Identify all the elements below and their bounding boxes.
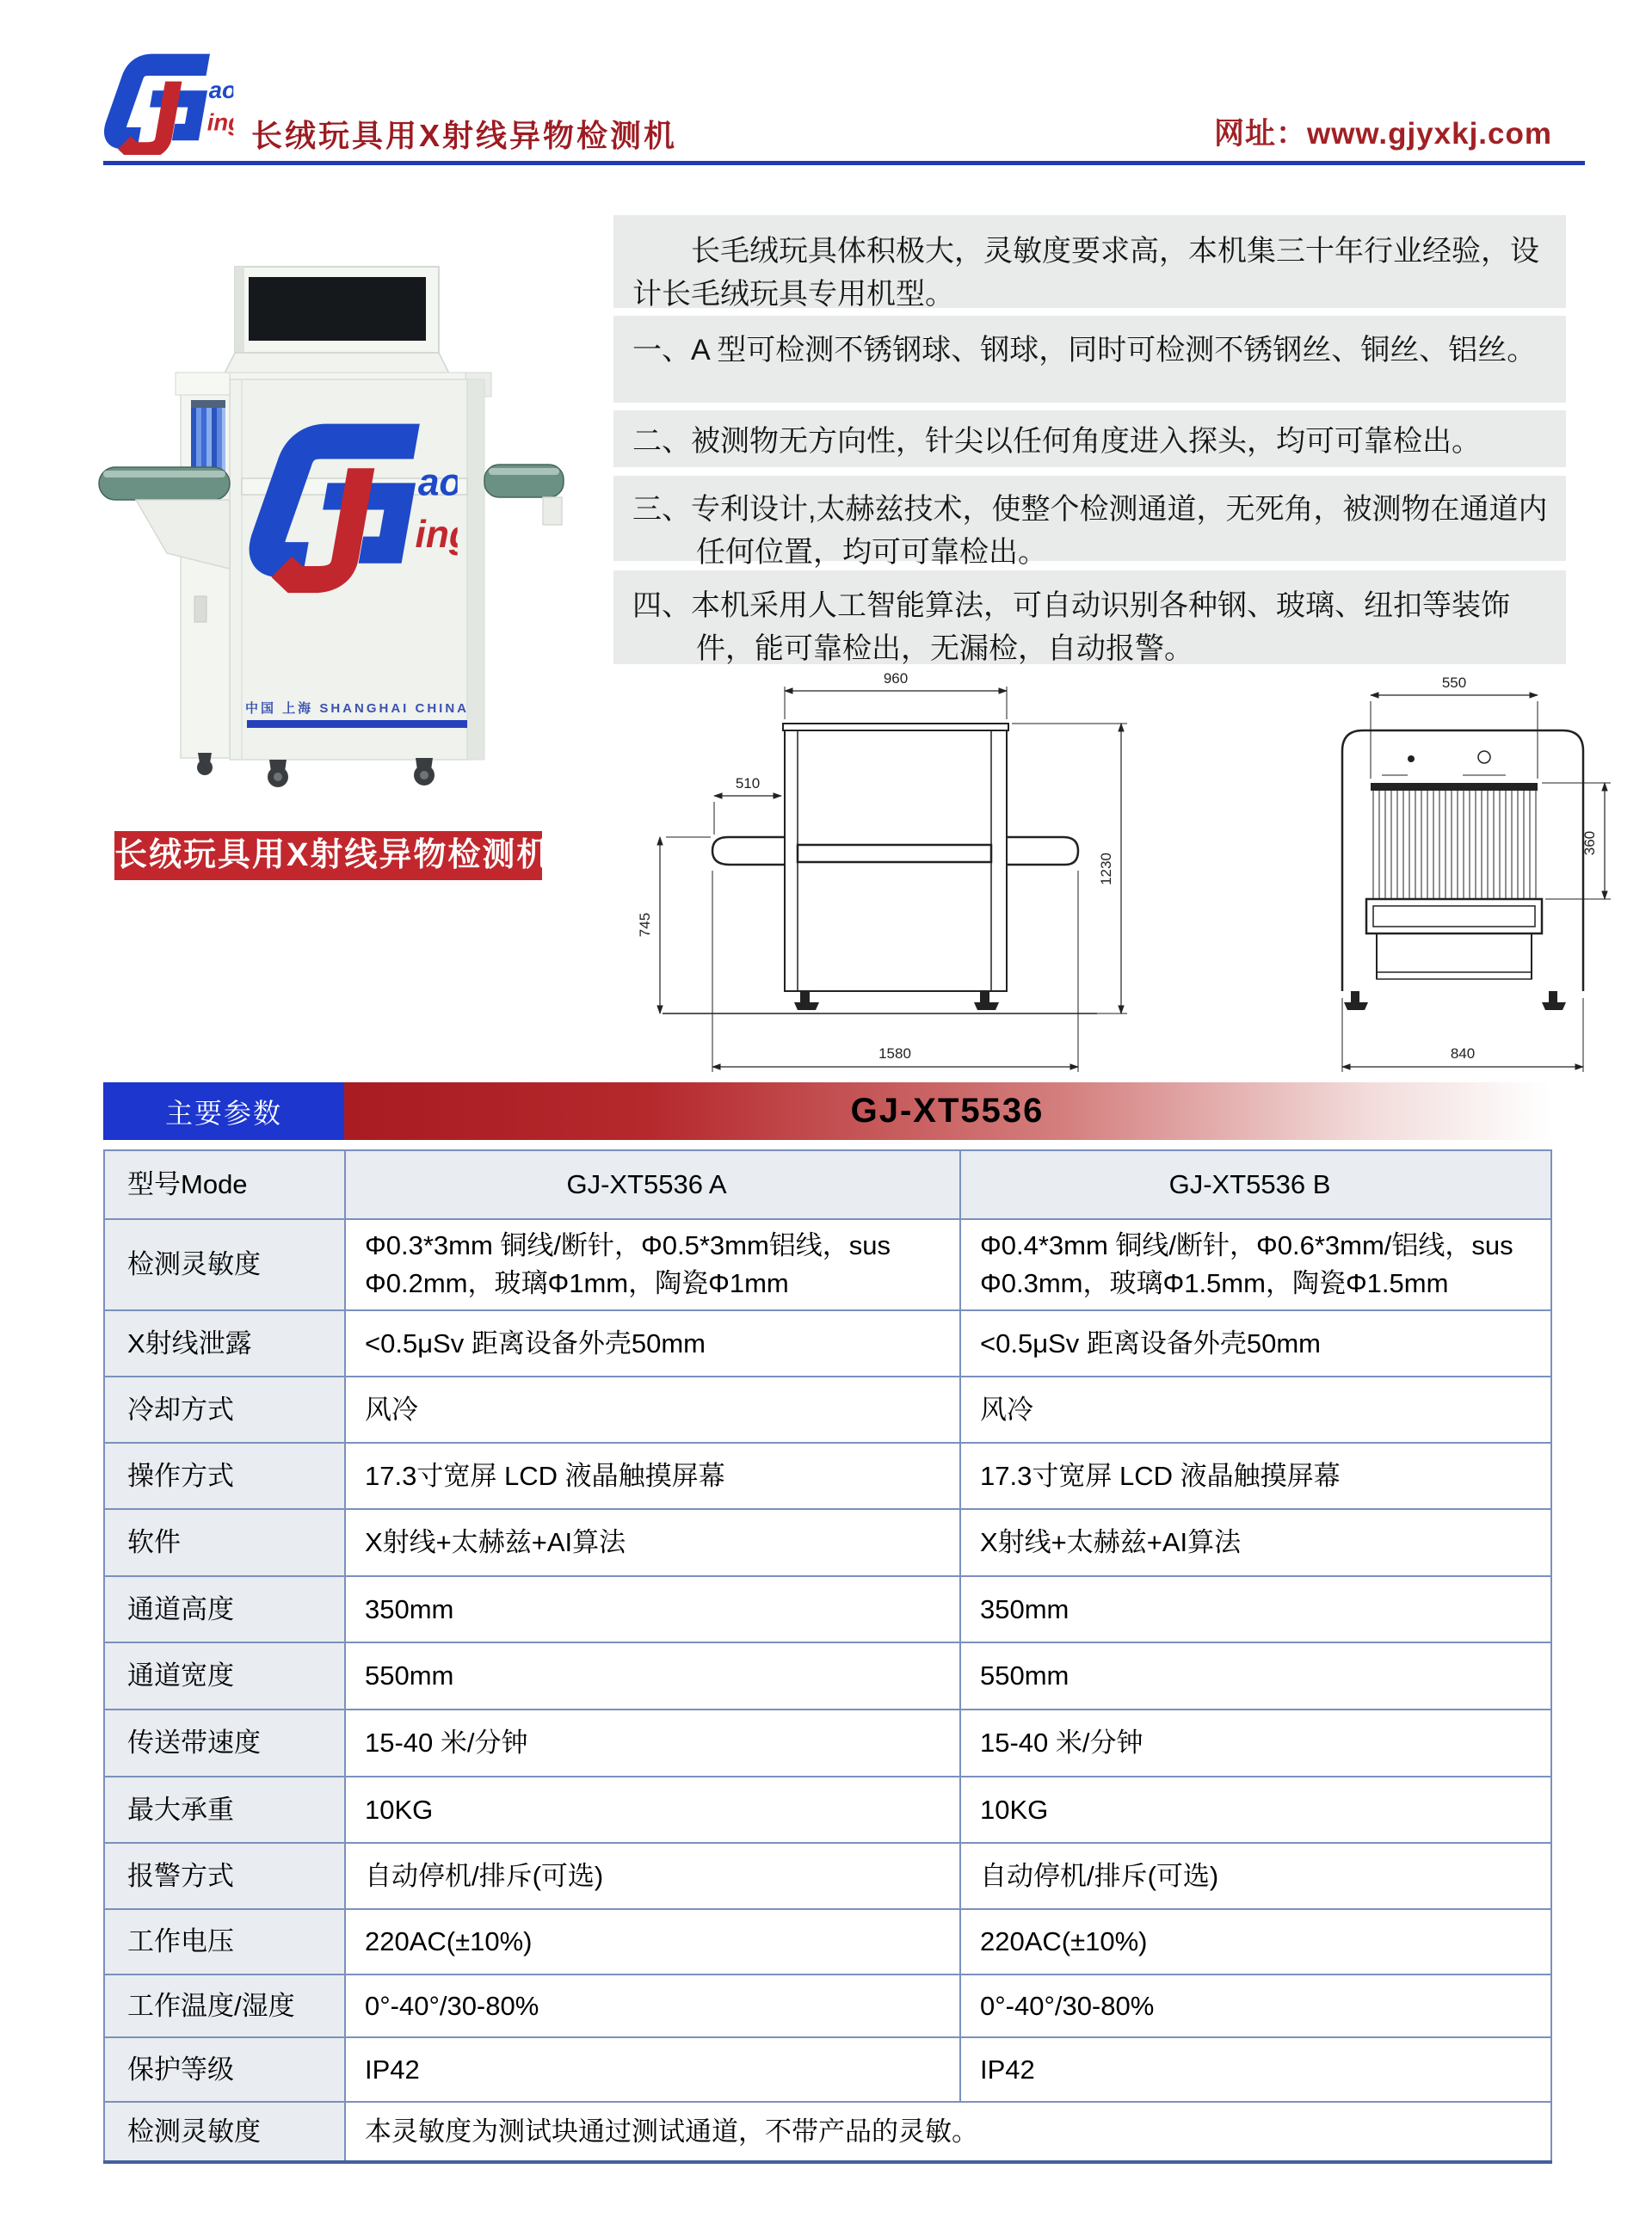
row-label: 最大承重 [104,1777,345,1843]
row-label: 传送带速度 [104,1710,345,1777]
table-row [104,1219,1551,1310]
cell-b: 550mm [960,1642,1551,1710]
dim-front-bottom-width: 1580 [878,1045,911,1062]
row-label: 工作电压 [104,1909,345,1974]
cell-a: GJ-XT5536 A [345,1150,960,1219]
table-row [104,1710,1551,1777]
company-logo-icon [100,50,236,155]
dim-front-top-width: 960 [883,670,909,687]
dim-side-top-width: 550 [1441,675,1467,691]
row-label: 通道宽度 [104,1642,345,1710]
cell-a: 350mm [345,1576,960,1642]
model-title: GJ-XT5536 [344,1082,1550,1140]
row-label: X射线泄露 [104,1310,345,1377]
cell-b: 15-40 米/分钟 [960,1710,1551,1777]
cell-note: 本灵敏度为测试块通过测试通道，不带产品的灵敏。 [345,2102,1551,2162]
conveyor-right [484,465,564,525]
spec-table [103,1149,1552,2164]
side-view [1342,695,1611,1072]
cell-a: IP42 [345,2037,960,2102]
table-row [104,1974,1551,2037]
cell-a: 0°-40°/30-80% [345,1974,960,2037]
row-label: 报警方式 [104,1843,345,1909]
feature-point-3: 三、专利设计,太赫兹技术，使整个检测通道，无死角，被测物在通道内任何位置，均可可靠检出。 [613,476,1566,561]
dim-side-tunnel-height: 360 [1581,830,1598,856]
row-label: 冷却方式 [104,1377,345,1443]
front-view [660,687,1127,1072]
cell-b: IP42 [960,2037,1551,2102]
machine-caption-badge: 长绒玩具用X射线异物检测机 [114,831,542,880]
cell-b: 350mm [960,1576,1551,1642]
dimension-drawings [637,662,1635,1084]
parameters-header-bar [103,1082,1550,1140]
dim-side-bottom-width: 840 [1450,1045,1476,1062]
dim-front-total-height: 1230 [1098,853,1114,885]
base-stripe [247,720,467,728]
page-title: 长绒玩具用X射线异物检测机 [251,118,678,153]
row-label: 型号Mode [104,1150,345,1219]
monitor [235,267,439,353]
row-label: 通道高度 [104,1576,345,1642]
cell-b: X射线+太赫兹+AI算法 [960,1509,1551,1576]
header-divider [103,161,1585,165]
cell-a: 550mm [345,1642,960,1710]
cell-a: 10KG [345,1777,960,1843]
table-row [104,1509,1551,1576]
cell-a: <0.5μSv 距离设备外壳50mm [345,1310,960,1377]
dim-front-protrude: 510 [735,775,761,792]
table-row [104,2037,1551,2102]
cell-b: 17.3寸宽屏 LCD 液晶触摸屏幕 [960,1443,1551,1509]
cell-a: X射线+太赫兹+AI算法 [345,1509,960,1576]
table-row [104,1909,1551,1974]
cell-a: 220AC(±10%) [345,1909,960,1974]
table-row [104,1443,1551,1509]
machine-photo [76,237,579,796]
parameters-title: 主要参数 [103,1082,344,1140]
table-row [104,1777,1551,1843]
table-row [104,1310,1551,1377]
cell-b: <0.5μSv 距离设备外壳50mm [960,1310,1551,1377]
feature-point-2: 二、被测物无方向性，针尖以任何角度进入探头，均可可靠检出。 [613,410,1566,467]
cell-b: 风冷 [960,1377,1551,1443]
cell-b: 220AC(±10%) [960,1909,1551,1974]
table-row [104,1150,1551,1219]
table-row [104,1642,1551,1710]
feature-point-4: 四、本机采用人工智能算法，可自动识别各种钢、玻璃、纽扣等装饰件，能可靠检出，无漏检，自动报警。 [613,570,1566,664]
conveyor-left [99,467,230,569]
cell-a: 风冷 [345,1377,960,1443]
monitor-screen [249,277,426,341]
origin-text: 中国 上海 SHANGHAI CHINA [244,701,470,716]
row-label: 检测灵敏度 [104,2102,345,2162]
table-row [104,1576,1551,1642]
row-label: 检测灵敏度 [104,1219,345,1310]
website-text: 网址：www.gjyxkj.com [1213,117,1552,151]
row-label: 操作方式 [104,1443,345,1509]
cell-b: Φ0.4*3mm 铜线/断针，Φ0.6*3mm/铝线，sus Φ0.3mm，玻璃Φ1.5mm，陶瓷Φ1.5mm [960,1219,1551,1310]
row-label: 保护等级 [104,2037,345,2102]
cell-a: 15-40 米/分钟 [345,1710,960,1777]
dim-front-lower-height: 745 [637,912,653,938]
table-row [104,1377,1551,1443]
intro-paragraph: 长毛绒玩具体积极大，灵敏度要求高，本机集三十年行业经验，设计长毛绒玩具专用机型。 [613,215,1566,308]
row-label: 软件 [104,1509,345,1576]
cell-b: 0°-40°/30-80% [960,1974,1551,2037]
cell-b: 10KG [960,1777,1551,1843]
cell-a: Φ0.3*3mm 铜线/断针，Φ0.5*3mm铝线，sus Φ0.2mm，玻璃Φ1mm，陶瓷Φ1mm [345,1219,960,1310]
row-label: 工作温度/湿度 [104,1974,345,2037]
table-row [104,1843,1551,1909]
cell-b: 自动停机/排斥(可选) [960,1843,1551,1909]
cell-b: GJ-XT5536 B [960,1150,1551,1219]
cell-a: 自动停机/排斥(可选) [345,1843,960,1909]
feature-point-1: 一、A 型可检测不锈钢球、钢球，同时可检测不锈钢丝、铜丝、铝丝。 [613,316,1566,403]
cell-a: 17.3寸宽屏 LCD 液晶触摸屏幕 [345,1443,960,1509]
table-row [104,2102,1551,2162]
